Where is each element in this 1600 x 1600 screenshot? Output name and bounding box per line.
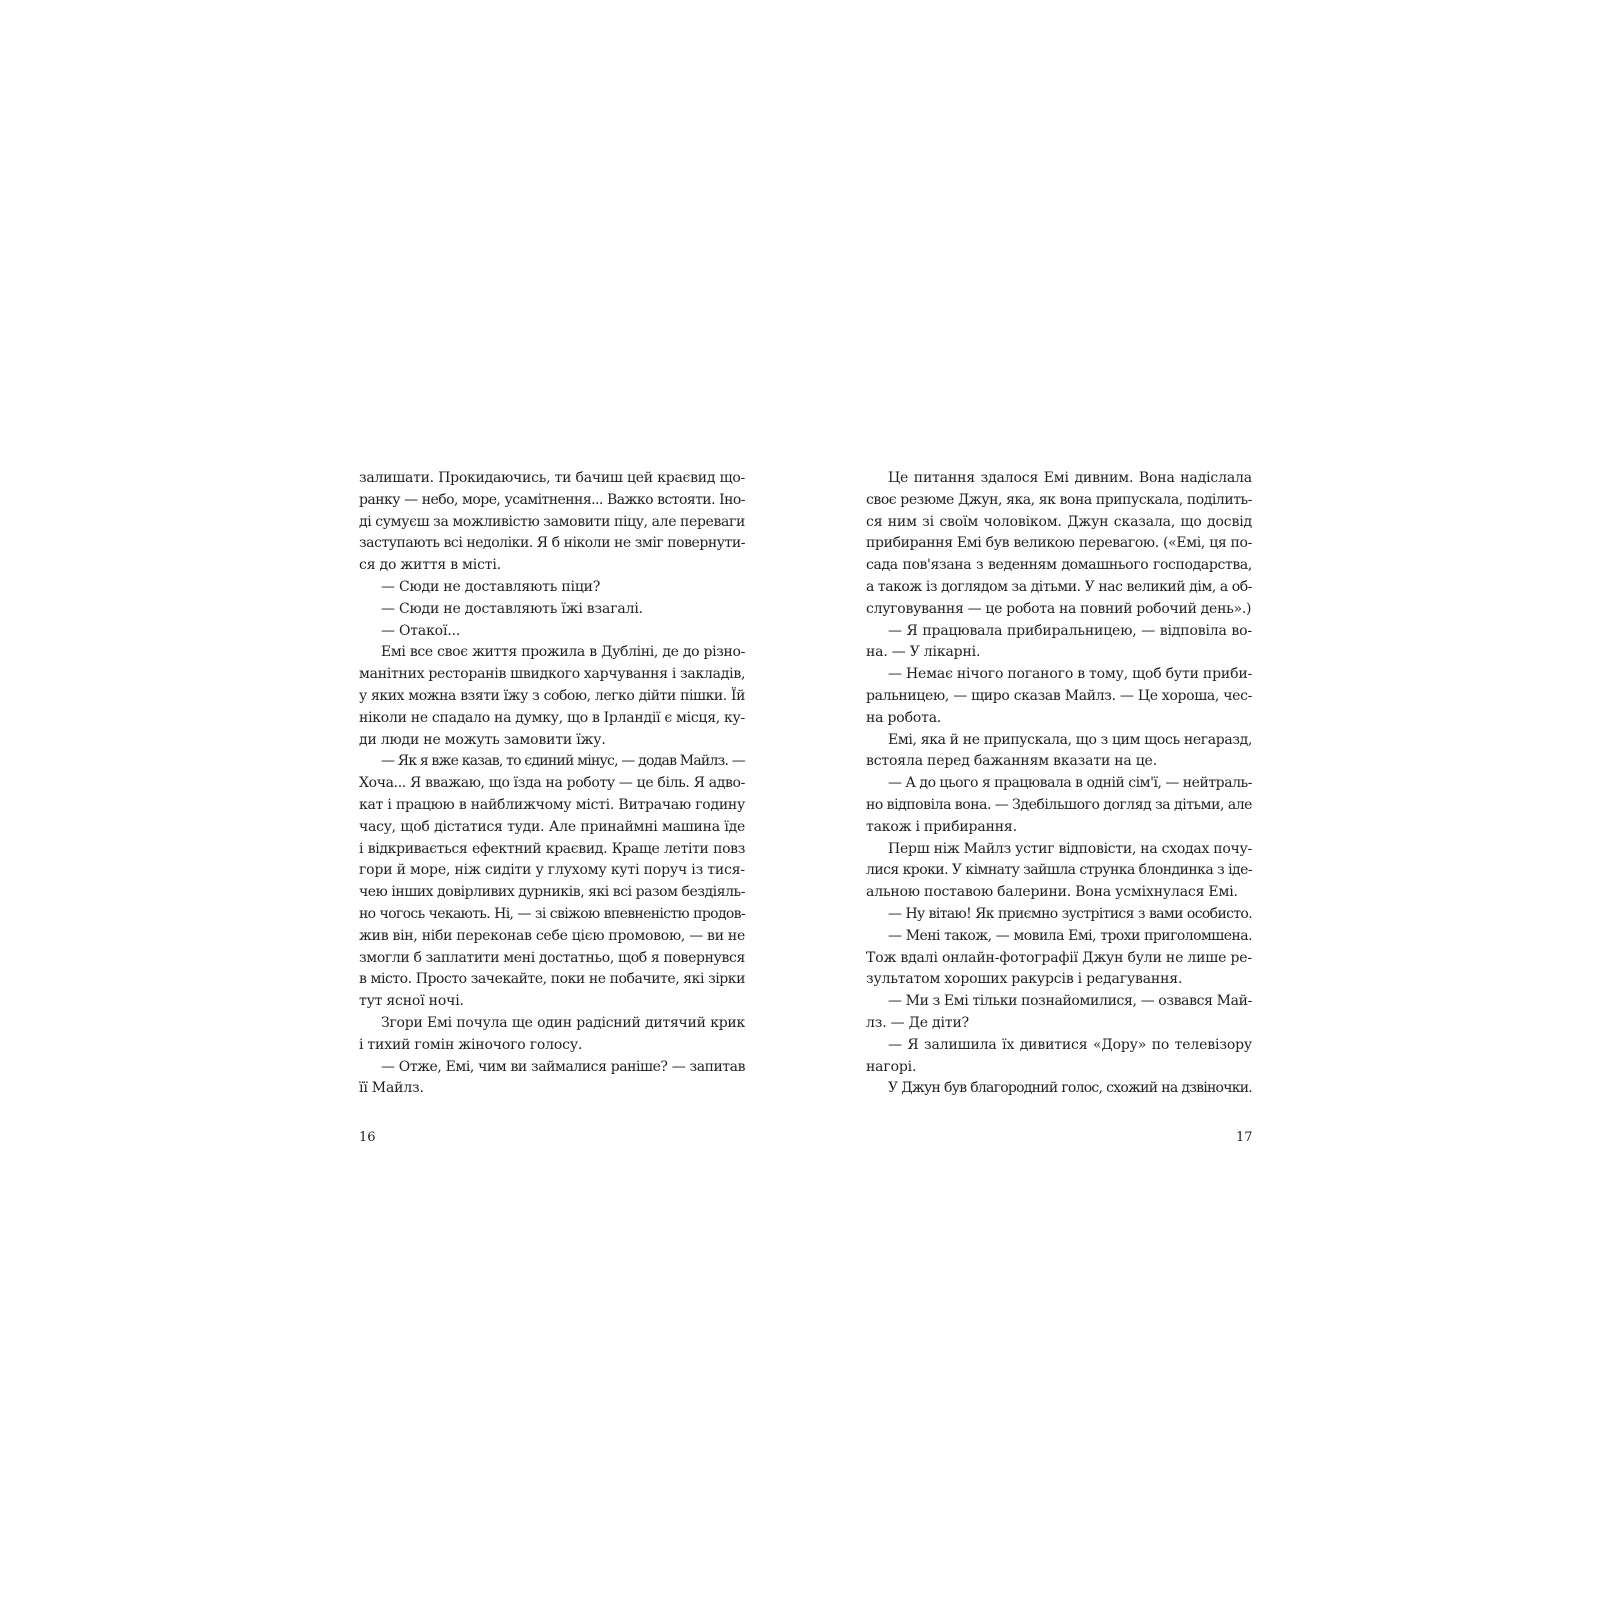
text-line: встояла перед бажанням вказати на це. (866, 753, 1157, 770)
text-line: залишати. Прокидаючись, ти бачиш цей краєвид що- (359, 470, 745, 486)
text-line: у яких можна взяти їжу з собою, легко дійти пішки. Їй (359, 687, 745, 704)
text-line: на робота. (866, 709, 942, 726)
text-line: — Мені також, — мовила Емі, трохи приголомшена. (888, 927, 1252, 944)
text-line: — Я залишила їх дивитися «Дору» по телевізору (888, 1036, 1252, 1053)
left-page-text (359, 468, 745, 1100)
text-line: — Сюди не доставляють піци? (381, 578, 601, 595)
text-line: Згори Емі почула ще один радісний дитячий крик (381, 1014, 745, 1031)
text-line: но відповіла вона. — Здебільшого догляд за дітьми, але (866, 796, 1252, 813)
text-line: зультатом хороших ракурсів і редагування. (866, 971, 1183, 988)
text-line: її Майлз. (359, 1080, 424, 1097)
text-line: Емі, яка й не припускала, що з цим щось негаразд, (888, 731, 1252, 748)
left-page (359, 468, 745, 1100)
text-line: альною поставою балерини. Вона усміхнулася Емі. (866, 884, 1238, 901)
text-line: — Ну вітаю! Як приємно зустрітися з вами особисто. (888, 905, 1252, 922)
text-line: ранку — небо, море, усамітнення... Важко встояти. Іно- (359, 491, 745, 508)
text-line: Це питання здалося Емі дивним. Вона надіслала (888, 470, 1252, 486)
text-line: і тихий гомін жіночого голосу. (359, 1036, 583, 1053)
text-line: ся ним зі своїм чоловіком. Джун сказала, що досвід (866, 513, 1252, 530)
text-line: кат і працюю в найближчому місті. Витрачаю годину (359, 796, 745, 813)
text-line: нагорі. (866, 1058, 917, 1075)
text-line: — Сюди не доставляють їжі взагалі. (381, 600, 643, 617)
text-line: лися кроки. У кімнату зайшла струнка блондинка з іде- (866, 862, 1252, 879)
text-line: своє резюме Джун, яка, як вона припускала, поділить- (866, 491, 1252, 508)
text-line: Емі все своє життя прожила в Дубліні, де до різно- (381, 644, 745, 661)
text-line: — Ми з Емі тільки познайомилися, — озвався Май- (888, 993, 1252, 1010)
text-line: ся до життя в місті. (359, 557, 502, 574)
text-line: — Я працювала прибиральницею, — відповіла во- (888, 622, 1252, 639)
text-line: но чогось чекають. Ні, — зі свіжою впевненістю продов- (359, 905, 745, 922)
text-line: ді сумуєш за можливістю замовити піцу, але переваги (359, 513, 745, 530)
text-line: на. — У лікарні. (866, 644, 981, 661)
text-line: Перш ніж Майлз устиг відповісти, на сходах почу- (888, 840, 1252, 857)
text-line: в місто. Просто зачекайте, поки не побачите, які зірки (359, 971, 745, 988)
text-line: прибирання Емі був великою перевагою. («Емі, ця по- (866, 535, 1252, 552)
text-line: ніколи не спадало на думку, що в Ірландії є місця, ку- (359, 709, 745, 726)
text-line: сада пов'язана з веденням домашнього господарства, (866, 557, 1252, 574)
text-line: У Джун був благородний голос, схожий на дзвіночки. (888, 1080, 1252, 1097)
text-line: чею інших довірливих дурників, які всі разом бездіяль- (359, 884, 745, 901)
text-line: заступають всі недоліки. Я б ніколи не зміг повернути- (359, 535, 745, 552)
page-number-left: 16 (359, 1130, 376, 1145)
text-line: також і прибирання. (866, 818, 1017, 835)
text-line: і відкривається ефектний краєвид. Краще летіти повз (359, 840, 745, 857)
text-line: тут ясної ночі. (359, 993, 464, 1010)
page-number-right: 17 (1236, 1130, 1253, 1145)
text-line: Хоча... Я вважаю, що їзда на роботу — це біль. Я адво- (359, 775, 745, 792)
text-line: Тож вдалі онлайн-фотографії Джун були не лише ре- (866, 949, 1252, 966)
text-line: — Отже, Емі, чим ви займалися раніше? — запитав (381, 1058, 745, 1075)
text-line: ди люди не можуть замовити їжу. (359, 731, 606, 748)
text-line: ральницею, — щиро сказав Майлз. — Це хороша, чес- (866, 687, 1252, 704)
text-line: лз. — Де діти? (866, 1014, 969, 1031)
text-line: а також із доглядом за дітьми. У нас великий дім, а об- (866, 578, 1252, 595)
text-line: жив він, ніби переконав себе цією промовою, — ви не (359, 927, 745, 944)
text-line: — А до цього я працювала в одній сім'ї, — нейтраль- (888, 775, 1252, 792)
text-line: слуговування — це робота на повний робочий день».) (866, 600, 1252, 617)
text-line: часу, щоб дістатися туди. Але принаймні машина їде (359, 818, 745, 835)
text-line: змогли б заплатити мені достатньо, щоб я повернувся (359, 949, 745, 966)
text-line: — Отакої... (381, 622, 461, 639)
text-line: манітних ресторанів швидкого харчування і закладів, (359, 666, 746, 683)
right-page (866, 468, 1252, 1100)
text-line: — Як я вже казав, то єдиний мінус, — додав Майлз. — (381, 753, 745, 770)
text-line: гори й море, ніж сидіти у глухому куті поруч із тися- (359, 862, 745, 879)
right-page-text (866, 468, 1252, 1100)
text-line: — Немає нічого поганого в тому, щоб бути приби- (888, 666, 1253, 683)
